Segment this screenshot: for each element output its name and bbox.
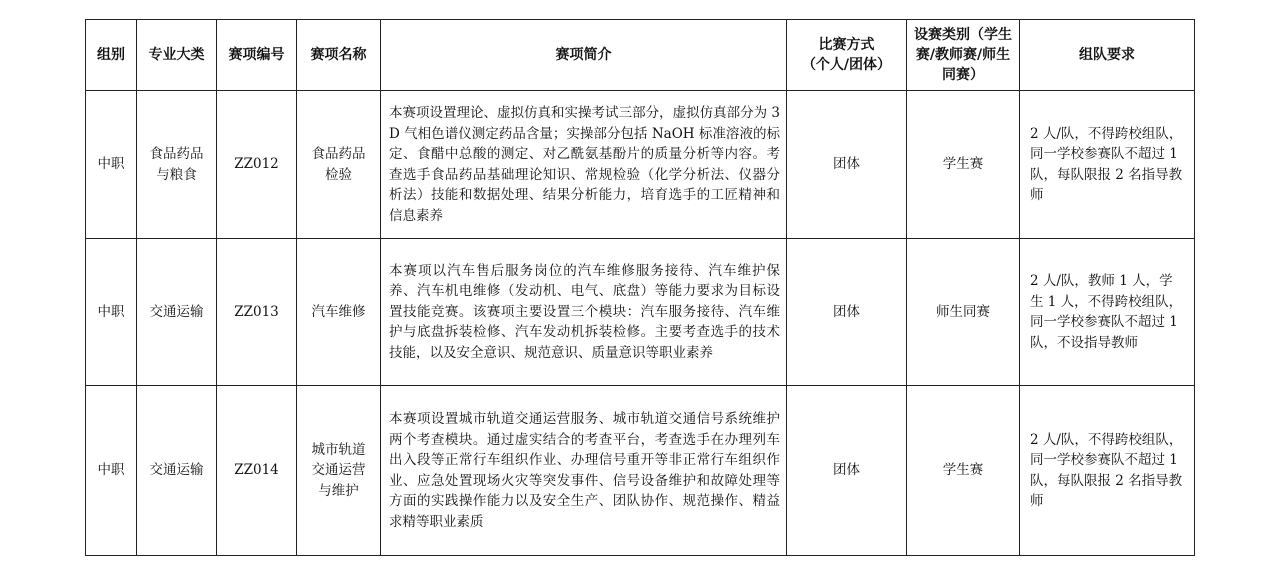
table-row [86,386,1195,556]
cell-intro: 本赛项设置城市轨道交通运营服务、城市轨道交通信号系统维护两个考查模块。通过虚实结合的考查平台，考查选手在办理列车出入段等正常行车组织作业、办理信号重开等非正常行车组织作业、应急处置现场火灾等突发事件、信号设备维护和故障处理等方面的实践操作能力以及安全生产、团队协作、规范操作、精益求精等职业素质 [381,386,787,556]
cell-intro: 本赛项以汽车售后服务岗位的汽车维修服务接待、汽车维护保养、汽车机电维修（发动机、电气、底盘）等能力要求为目标设置技能竞赛。该赛项主要设置三个模块：汽车服务接待、汽车维护与底盘拆装检修、汽车发动机拆装检修。主要考查选手的技术技能，以及安全意识、规范意识、质量意识等职业素养 [381,239,787,386]
cell-code: ZZ014 [217,386,297,556]
cell-code: ZZ012 [217,91,297,239]
table-row [86,91,1195,239]
cell-mode: 团体 [787,386,907,556]
header-team: 组队要求 [1020,20,1195,91]
header-code: 赛项编号 [217,20,297,91]
competition-table [85,19,1195,556]
cell-team: 2 人/队，教师 1 人，学生 1 人，不得跨校组队，同一学校参赛队不超过 1 队，不设指导教师 [1020,239,1195,386]
cell-category: 学生赛 [907,91,1020,239]
cell-code: ZZ013 [217,239,297,386]
cell-major: 交通运输 [137,239,217,386]
cell-major: 食品药品与粮食 [137,91,217,239]
cell-team: 2 人/队，不得跨校组队，同一学校参赛队不超过 1 队，每队限报 2 名指导教师 [1020,91,1195,239]
cell-major: 交通运输 [137,386,217,556]
cell-mode: 团体 [787,91,907,239]
cell-name: 食品药品检验 [297,91,381,239]
cell-group: 中职 [86,239,137,386]
cell-name: 城市轨道交通运营与维护 [297,386,381,556]
cell-group: 中职 [86,91,137,239]
header-category: 设赛类别（学生赛/教师赛/师生同赛） [907,20,1020,91]
cell-name: 汽车维修 [297,239,381,386]
cell-intro: 本赛项设置理论、虚拟仿真和实操考试三部分，虚拟仿真部分为 3D 气相色谱仪测定药品含量；实操部分包括 NaOH 标准溶液的标定、食醋中总酸的测定、对乙酰氨基酚片的质量分析等内容。考查选手食品药品基础理论知识、常规检验（化学分析法、仪器分析法）技能和数据处理、结果分析能力，培育选手的工匠精神和信息素养 [381,91,787,239]
header-name: 赛项名称 [297,20,381,91]
cell-category: 学生赛 [907,386,1020,556]
header-intro: 赛项简介 [381,20,787,91]
cell-team: 2 人/队，不得跨校组队，同一学校参赛队不超过 1 队，每队限报 2 名指导教师 [1020,386,1195,556]
header-mode: 比赛方式 （个人/团体） [787,20,907,91]
header-row [86,20,1195,91]
cell-mode: 团体 [787,239,907,386]
header-group: 组别 [86,20,137,91]
cell-group: 中职 [86,386,137,556]
header-major: 专业大类 [137,20,217,91]
cell-category: 师生同赛 [907,239,1020,386]
table-row [86,239,1195,386]
